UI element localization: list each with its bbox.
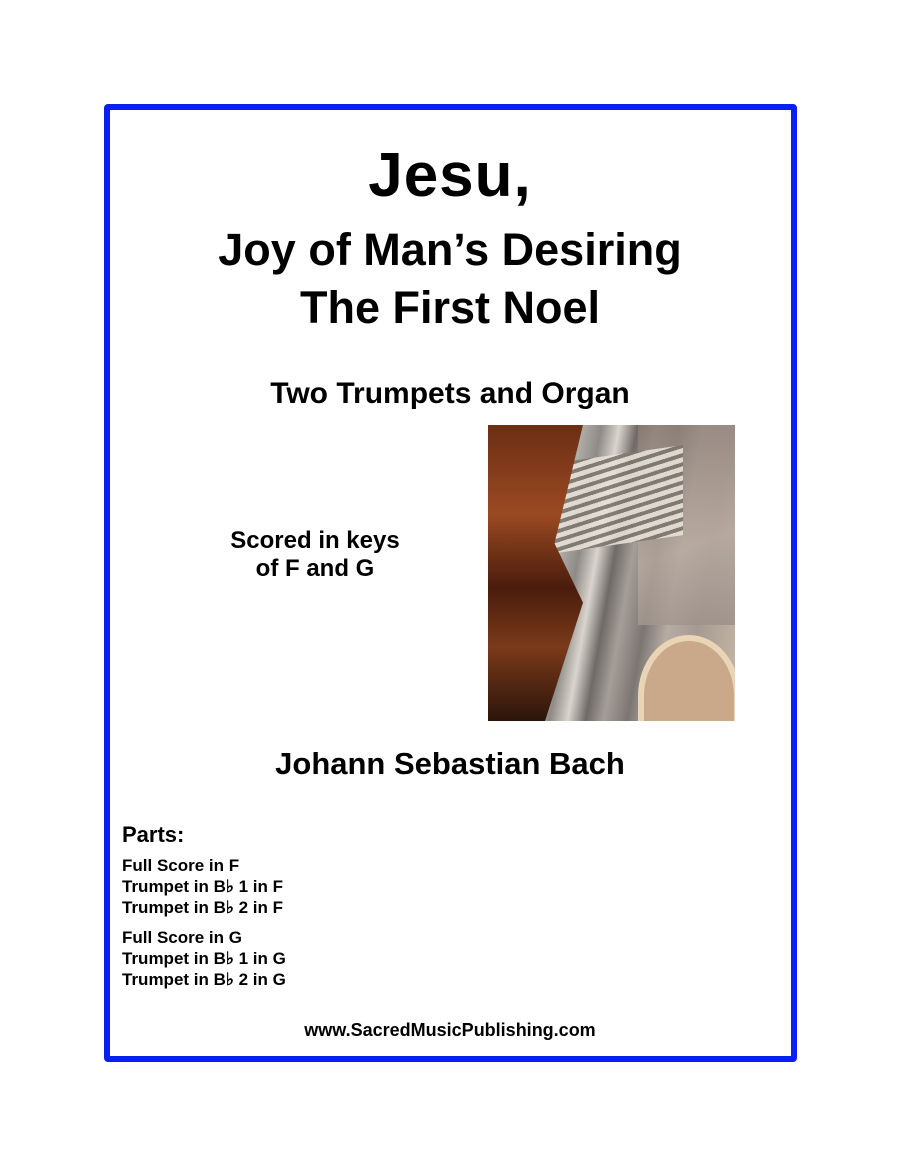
composer: Johann Sebastian Bach [275, 746, 625, 781]
organ-photo [488, 425, 735, 721]
part-item: Trumpet in B♭ 2 in F [122, 898, 284, 917]
title-line-3: The First Noel [299, 282, 601, 333]
part-item: Full Score in F [122, 856, 240, 875]
keys-line-1: Scored in keys [230, 527, 400, 554]
part-item: Trumpet in B♭ 1 in G [122, 949, 286, 968]
part-item: Full Score in G [122, 928, 242, 947]
keys-line-2: of F and G [255, 555, 375, 582]
keys-note [150, 527, 480, 583]
title-line-1: Jesu, [368, 141, 532, 210]
title-line-2: Joy of Man’s Desiring [218, 224, 682, 275]
part-item: Trumpet in B♭ 1 in F [122, 877, 284, 896]
subtitle: Two Trumpets and Organ [270, 377, 630, 410]
parts-heading: Parts: [122, 822, 185, 847]
part-item: Trumpet in B♭ 2 in G [122, 970, 286, 989]
website-link[interactable]: www.SacredMusicPublishing.com [304, 1020, 596, 1040]
